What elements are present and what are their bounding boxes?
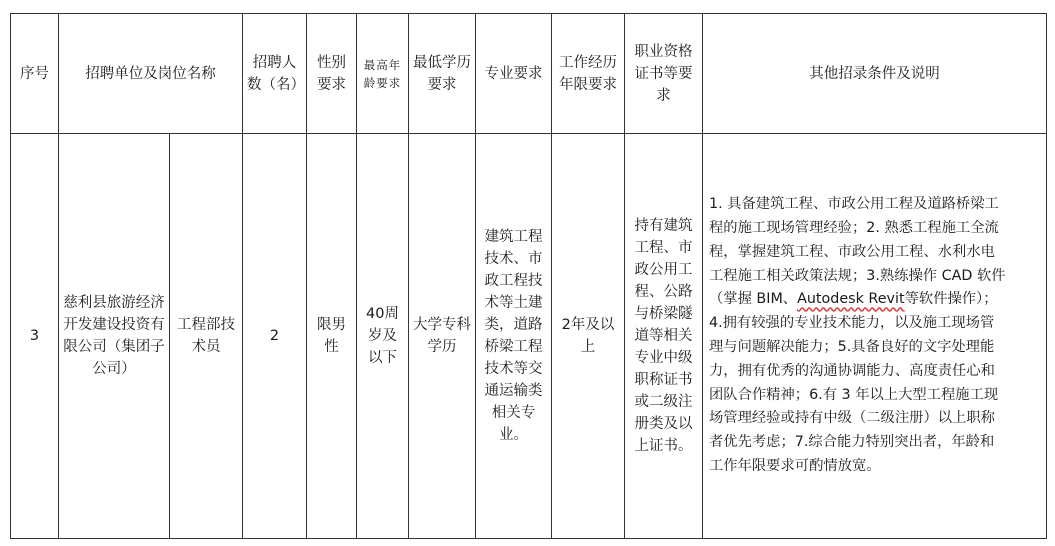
- header-certificate: 职业资格证书等要求: [625, 14, 703, 134]
- other-line: 团队合作精神；6.有 3 年以上大型工程施工现: [709, 386, 999, 403]
- other-line: 4.拥有较强的专业技术能力，以及施工现场管: [709, 315, 995, 332]
- cell-gender: 限男性: [307, 134, 357, 539]
- cell-unit: 慈利县旅游经济开发建设投资有限公司（集团子公司）: [59, 134, 170, 539]
- header-experience: 工作经历年限要求: [552, 14, 625, 134]
- header-education: 最低学历要求: [409, 14, 476, 134]
- other-line-part: （掌握 BIM、: [709, 291, 798, 308]
- other-line-part: 等软件操作）；: [904, 291, 998, 308]
- header-other: 其他招录条件及说明: [703, 14, 1047, 134]
- cell-experience: 2年及以上: [552, 134, 625, 539]
- table-row: [11, 134, 1047, 539]
- header-count: 招聘人数（名）: [243, 14, 307, 134]
- cell-major: 建筑工程技术、市政工程技术等土建类，道路桥梁工程技术等交通运输类相关专业。: [476, 134, 552, 539]
- recruitment-table: [10, 13, 1047, 539]
- other-line: 力，拥有优秀的沟通协调能力、高度责任心和: [709, 362, 995, 379]
- cell-seq: 3: [11, 134, 59, 539]
- other-line: 理与问题解决能力；5.具备良好的文字处理能: [709, 339, 995, 355]
- header-unit-position: 招聘单位及岗位名称: [59, 14, 243, 134]
- cell-count: 2: [243, 134, 307, 539]
- other-line: 程，掌握建筑工程、市政公用工程、水利水电: [709, 243, 995, 260]
- header-seq: 序号: [11, 14, 59, 134]
- other-line: 工程施工相关政策法规；3.熟练操作 CAD 软件: [709, 267, 1006, 284]
- other-line: 1. 具备建筑工程、市政公用工程及道路桥梁工: [709, 196, 999, 213]
- cell-education: 大学专科学历: [409, 134, 476, 539]
- other-line: 工作年限要求可酌情放宽。: [709, 457, 881, 474]
- other-line: [709, 288, 1038, 312]
- other-line: 场管理经验或持有中级（二级注册）以上职称: [709, 410, 995, 427]
- cell-certificate: 持有建筑工程、市政公用工程、公路与桥梁隧道等相关专业中级职称证书或二级注册类及以上证书。: [625, 134, 703, 539]
- header-gender: 性别要求: [307, 14, 357, 134]
- spellcheck-underlined-text: Autodesk Revit: [797, 291, 905, 308]
- cell-position: 工程部技术员: [170, 134, 243, 539]
- header-major: 专业要求: [476, 14, 552, 134]
- cell-other: [703, 134, 1047, 539]
- header-row: [11, 14, 1047, 134]
- other-line: 者优先考虑；7.综合能力特别突出者，年龄和: [709, 434, 995, 451]
- other-line: 程的施工现场管理经验；2. 熟悉工程施工全流: [709, 220, 999, 237]
- cell-max-age: 40周岁及以下: [357, 134, 409, 539]
- header-max-age: 最高年龄要求: [357, 14, 409, 134]
